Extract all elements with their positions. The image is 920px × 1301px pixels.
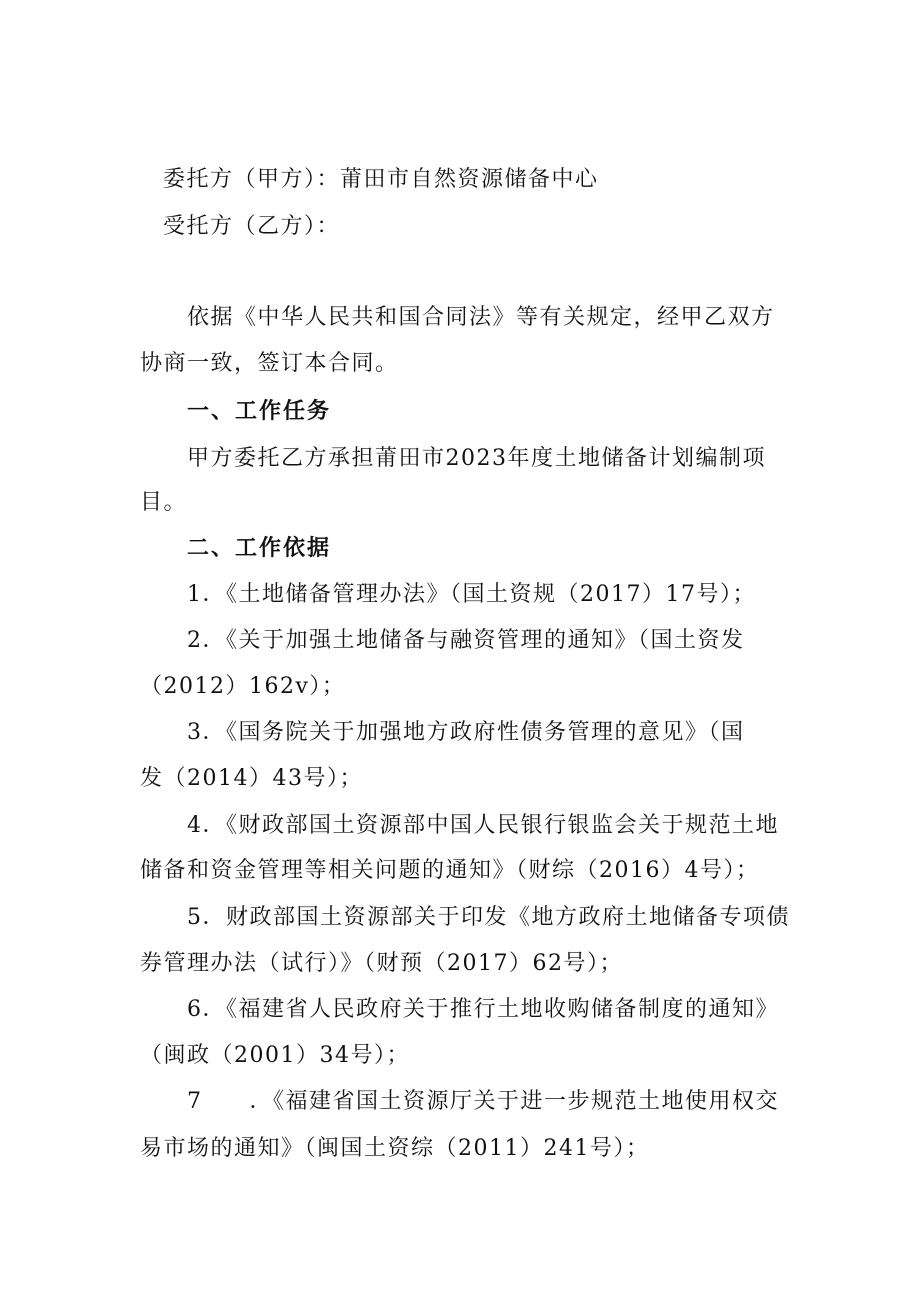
basis-item-5-line-2: 券管理办法（试行）》（财预（2017）62号）； bbox=[140, 951, 623, 976]
intro-paragraph-line-2: 协商一致，签订本合同。 bbox=[140, 351, 399, 376]
basis-item-4-line-2: 储备和资金管理等相关问题的通知》（财综（2016）4号）； bbox=[140, 858, 760, 883]
intro-paragraph-line-1: 依据《中华人民共和国合同法》等有关规定，经甲乙双方 bbox=[187, 305, 775, 330]
basis-item-2-line-2: （2012）162v）； bbox=[140, 674, 346, 699]
basis-item-2-line-1: 2．《关于加强土地储备与融资管理的通知》（国土资发 bbox=[187, 628, 745, 653]
basis-item-3-line-1: 3．《国务院关于加强地方政府性债务管理的意见》（国 bbox=[187, 720, 745, 745]
basis-item-1: 1．《土地储备管理办法》（国土资规（2017）17号）； bbox=[187, 582, 756, 607]
section-1-text-line-1: 甲方委托乙方承担莆田市2023年度土地储备计划编制项 bbox=[187, 446, 766, 471]
basis-item-5-line-1: 5．财政部国土资源部关于印发《地方政府土地储备专项债 bbox=[187, 905, 790, 930]
party-a-line: 委托方（甲方）：莆田市自然资源储备中心 bbox=[163, 167, 599, 192]
section-2-heading: 二、工作依据 bbox=[187, 536, 332, 561]
basis-item-7-line-2: 易市场的通知》（闽国土资综（2011）241号）； bbox=[140, 1136, 650, 1161]
party-b-line: 受托方（乙方）： bbox=[163, 214, 341, 239]
basis-item-7-line-1: 7 ．《福建省国土资源厅关于进一步规范土地使用权交 bbox=[187, 1089, 779, 1114]
basis-item-6-line-1: 6．《福建省人民政府关于推行土地收购储备制度的通知》 bbox=[187, 997, 779, 1022]
basis-item-6-line-2: （闽政（2001）34号）； bbox=[140, 1043, 410, 1068]
section-1-heading: 一、工作任务 bbox=[187, 399, 332, 424]
basis-item-4-line-1: 4．《财政部国土资源部中国人民银行银监会关于规范土地 bbox=[187, 813, 779, 838]
section-1-text-line-2: 目。 bbox=[140, 490, 188, 515]
basis-item-3-line-2: 发（2014）43号）； bbox=[140, 766, 363, 791]
